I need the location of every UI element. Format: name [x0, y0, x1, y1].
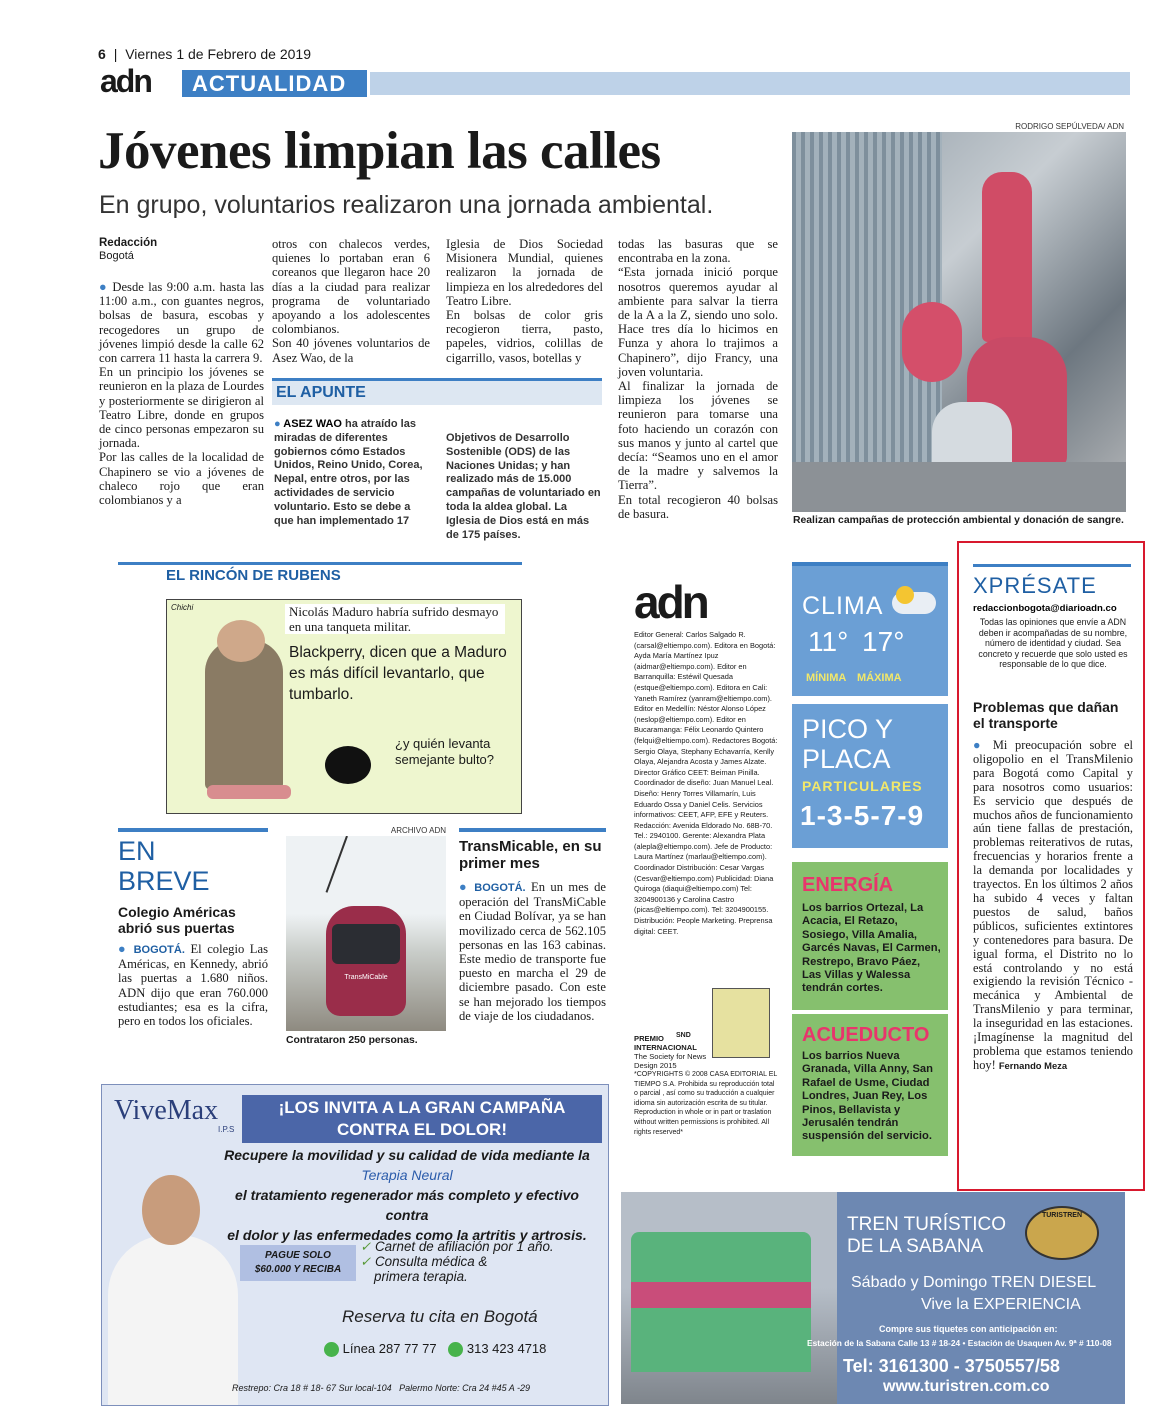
- story-column-4: todas las basuras que se encontraba en la zona. “Esta jornada inició porque nosotros queremos ayudar al ambiente para salvar la tierra de la A a la Z, siendo uno solo. Hace tres día lo hicimos en Funza y ahora lo trajimos a Chapinero”, dijo Francy, una joven voluntaria. Al finalizar la jornada de limpieza los jóvenes se reunieron para tomarse una foto haciendo un corazón con sus manos y junto al cartel que decía: “Seamos uno en el amor de la madre y salvemos la Tierra”. En total recogieron 40 bolsas de basura.: [618, 237, 778, 521]
- vivemax-line-1: Recupere la movilidad y su calidad de vida mediante la: [224, 1147, 590, 1163]
- clima-title: CLIMA: [802, 592, 884, 620]
- transmicable-story: [459, 828, 606, 1053]
- apunte-text-right: Objetivos de Desarrollo Sostenible (ODS) de las Naciones Unidas; y han realizado más de 15.000 campañas de voluntariado en toda la aldea global. La Iglesia de Dios está en más de 175 países.: [446, 432, 601, 541]
- en-breve-word-1: EN: [118, 836, 156, 866]
- clima-box: [792, 562, 948, 696]
- benefit-1-text: Carnet de afiliación por 1 año.: [374, 1239, 554, 1254]
- apunte-box: [272, 378, 602, 540]
- story-text-1: Desde las 9:00 a.m. hasta las 11:00 a.m., con guantes negros, bolsas de basura, escobas y recogedores un grupo de jóvenes limpió desde la calle 62 con carrera 11 hasta la carrera 9. En un principio los jóvenes se reunieron en la plaza de Lourdes y posteriormente se dirigieron al Teatro Libre, donde en grupos de cinco personas empezaron su jornada. Por las calles de la localidad de Chapinero se vio a jóvenes de chaleco rojo que eran colombianos y a: [99, 280, 264, 508]
- tren-web: www.turistren.com.co: [883, 1378, 1050, 1395]
- apunte-lead: ASEZ WAO: [283, 418, 342, 430]
- acueducto-text: Los barrios Nueva Granada, Villa Anny, San Rafael de Usme, Ciudad Londres, Juan Rey, Los Pinos, Bellavista y Jerusalén tendrán suspensión del servicio.: [802, 1050, 933, 1143]
- phone-icon: [324, 1342, 339, 1357]
- en-breve-headline: Colegio Américas abrió sus puertas: [118, 904, 236, 936]
- xpresate-email: redaccionbogota@diarioadn.co: [973, 603, 1117, 614]
- transmicable-body: ● BOGOTÁ. En un mes de operación del TransMiCable en Ciudad Bolívar, ya se han movilizado cerca de 562.105 personas en las 163 cabinas. Este medio de transporte fue puesto en marcha el 29 de diciembre pasado. Con este se han mejorado los tiempos de viaje de los ciudadanos.: [459, 880, 606, 1023]
- en-breve-body: ● BOGOTÁ. El colegio Las Américas, en Kennedy, abrió las puertas a 1.680 niños. ADN dijo que eran 760.000 estudiantes; esa es la cifra, pero en todos los oficiales.: [118, 942, 268, 1029]
- vivemax-headline-1: ¡LOS INVITA A LA GRAN CAMPAÑA: [278, 1098, 566, 1117]
- tren-line-3: Compre sus tiquetes con anticipación en:: [879, 1324, 1058, 1334]
- story-column-3: Iglesia de Dios Sociedad Misionera Mundial, quienes realizaron la jornada de limpieza en los alrededores del Teatro Libre. En bolsas de color gris recogieron tierra, pasto, papeles, vidrios, colillas de cigarrillo, vasos, botellas y: [446, 237, 603, 365]
- apunte-left: ● ASEZ WAO ha atraído las miradas de diferentes gobiernos cómo Estados Unidos, Reino Unido, Corea, Nepal, entre otros, por las actividades de servicio voluntario. Esto se debe a que han implementado 17: [274, 418, 423, 527]
- maduro-figure: [205, 640, 283, 790]
- transmicable-photo: [286, 836, 446, 1031]
- pico-subtitle: PARTICULARES: [802, 778, 923, 794]
- adn-logo: adn: [100, 63, 151, 99]
- pico-numbers: 1-3-5-7-9: [800, 800, 925, 831]
- price-badge: [240, 1245, 356, 1281]
- transmicable-text: En un mes de operación del TransMiCable en Ciudad Bolívar, ya se han movilizado cerca de 562.105 personas en las 163 cabinas. Este medio de transporte fue puesto en marcha el 29 de diciembre pasado. Con este se han mejorado los tiempos de viaje de los ciudadanos.: [459, 880, 606, 1023]
- xpresate-author: Fernando Meza: [998, 1059, 1068, 1071]
- photo-credit: RODRIGO SEPÚLVEDA/ ADN: [1015, 122, 1124, 131]
- volunteers-photo: [792, 132, 1126, 512]
- award-org: SND: [676, 1032, 691, 1039]
- vivemax-brand-sub: I.P.S: [218, 1125, 235, 1134]
- byline: Redacción: [99, 237, 158, 249]
- transmicable-headline: TransMicable, en su primer mes: [459, 838, 602, 872]
- benefit-3: primera terapia.: [374, 1269, 468, 1284]
- pico-title-1: PICO Y: [802, 714, 894, 744]
- photo-caption: Realizan campañas de protección ambiental y donación de sangre.: [793, 515, 1124, 526]
- xpresate-intro: Todas las opiniones que envíe a ADN deben ir acompañadas de su nombre, número de identidad y ciudad. Sea concreto y recuerde que solo usted es responsable de lo que dice.: [978, 617, 1128, 670]
- tren-line-1: Sábado y Domingo TREN DIESEL: [851, 1274, 1097, 1291]
- story-column-1: ● Desde las 9:00 a.m. hasta las 11:00 a.m., con guantes negros, bolsas de basura, escobas y recogedores un grupo de jóvenes limpió desde la calle 62 con carrera 11 hasta la carrera 9. En un principio los jóvenes se reunieron en la plaza de Lourdes y posteriormente se dirigieron al Teatro Libre, donde en grupos de cinco personas empezaron su jornada. Por las calles de la localidad de Chapinero se vio a jóvenes de chaleco rojo que eran colombianos y a: [99, 280, 264, 508]
- energia-box: [792, 862, 948, 1010]
- vivemax-phones: [324, 1341, 546, 1357]
- award-text: The Society for News Design 2015: [634, 1052, 707, 1070]
- cartoon-caption: Nicolás Maduro habría sufrido desmayo en una tanqueta militar.: [285, 604, 505, 634]
- award-title: PREMIO INTERNACIONAL: [634, 1034, 697, 1052]
- main-subhead: En grupo, voluntarios realizaron una jornada ambiental.: [99, 191, 714, 219]
- vivemax-ad: [101, 1084, 609, 1406]
- award-block: [634, 1034, 712, 1070]
- vivemax-copy: [212, 1145, 602, 1245]
- price-line-2: $60.000 Y RECIBA: [254, 1264, 342, 1275]
- xpresate-title: XPRÉSATE: [973, 573, 1097, 598]
- turistren-badge-text: TURISTREN: [1041, 1212, 1083, 1219]
- transmicable-lead: BOGOTÁ.: [474, 882, 526, 894]
- en-breve-title: [118, 836, 268, 896]
- benefit-2-text: Consulta médica &: [374, 1254, 488, 1269]
- cartoon-signature: Chichi: [171, 603, 194, 612]
- vivemax-line-3: el tratamiento regenerador más completo y efectivo contra: [235, 1187, 579, 1223]
- doctor-figure: [108, 1235, 238, 1406]
- clima-temps: [808, 626, 904, 658]
- byline-location: Bogotá: [99, 250, 134, 262]
- apunte-title: EL APUNTE: [272, 378, 602, 405]
- pico-title-2: PLACA: [802, 744, 891, 774]
- vivemax-phone: Línea 287 77 77: [342, 1341, 437, 1356]
- section-label: ACTUALIDAD: [182, 70, 367, 97]
- tren-phone: Tel: 3161300 - 3750557/58: [843, 1356, 1060, 1376]
- tren-title: [847, 1214, 1006, 1258]
- en-breve-box: [118, 828, 268, 1053]
- story-column-2: otros con chalecos verdes, quienes lo portaban eran 6 coreanos que llegaron hace 20 días a la ciudad para realizar programa de voluntariado apoyando a los adolescentes colombianos. Son 40 jóvenes voluntarios de Asez Wao, de la: [272, 237, 430, 365]
- clima-labels: [806, 672, 902, 684]
- energia-text: Los barrios Ortezal, La Acacia, El Retazo, Sosiego, Villa Amalia, Garcés Navas, El Carmen, Restrepo, Bravo Páez, Las Villas y Walessa tendrán cortes.: [802, 902, 941, 995]
- tren-title-2: DE LA SABANA: [847, 1236, 984, 1257]
- masthead-staff: Editor General: Carlos Salgado R. (carsal@eltiempo.com). Editora en Bogotá: Ayda María Martínez Ipuz (aidmar@eltiempo.com). Editor en Barranquilla: Estéwil Quesada (estque@eltiempo.com). Editora en Cali: Yaneth Ramírez (yanram@eltiempo.com). Editor en Medellín: Néstor Alonso López (neslop@eltiempo.com). Editor en Bucaramanga: Félix Leonardo Quintero (felqui@eltiempo.com). Redactores Bogotá: Sergio Olaya, Stephany Echavarría, Kenlly Olaya, Alejandra Acosta y James Alzate. Director Gráfico CEET: Beiman Pinilla. Coordinador de diseño: Juan Manuel Leal. Diseño: Henry Torres Villamarín, Luis Eduardo Ossa y Daniel Celis. Servicios informativos: CEET, AFP, EFE y Reuters. Redacción: Avenida Eldorado No. 68B-70. Tel.: 2940100. Gerente: Alexandra Plata (alepla@eltiempo.com). Jefe de Producto: Laura Martínez (marlau@eltiempo.com). Coordinador Distribución: Cesar Vargas (Cesvar@eltiempo.com) Publicidad: Diana Quiroga (diaqui@eltiempo.com) Tel: 3204900136 y Carolina Castro (picas@eltiempo.com). Tel: 3204900155. Distribución: People Marketing. Preprensa digital: CEET.: [634, 630, 778, 936]
- acueducto-box: [792, 1014, 948, 1156]
- cable-caption: Contrataron 250 personas.: [286, 1035, 418, 1046]
- xpresate-letter: ● Mi preocupación sobre el oligopolio en el TransMilenio para Bogotá como Capital y para nosotros como usuarios: Es servicio que después de muchos años de funcionamiento aún tiene fallas de prestación, problemas reiterativos de rutas, frecuencias y horarios frente a la demanda por localidades y trayectos. En los últimos 2 años ha subido 4 veces y faltan puestos de salud, baños públicos, suficientes extintores y contenedores para basura. De igual forma, el Distrito no lo está controlando y no está exigiendo la revisión Técnico - mecánica y Ambiental de TransMilenio y para terminar, la inseguridad en las estaciones. ¡Imagínense la magnitud del problema que estamos teniendo hoy! Fernando Meza: [973, 738, 1134, 1072]
- xpresate-box: [957, 541, 1145, 1191]
- xpresate-text: Mi preocupación sobre el oligopolio en el TransMilenio para Bogotá como Capital y para nosotros como usuarios: Es servicio que después de muchos años de funcionamiento aún tiene fallas de prestación, problemas reiterativos de rutas, frecuencias y horarios frente a la demanda por localidades y trayectos. En los últimos 2 años ha subido 4 veces y faltan puestos de salud, baños públicos, suficientes extintores y contenedores para basura. De igual forma, el Distrito no lo está controlando y no está exigiendo la revisión Técnico - mecánica y Ambiental de TransMilenio y para terminar, la inseguridad en las estaciones. ¡Imagínense la magnitud del problema que estamos teniendo hoy!: [973, 738, 1134, 1072]
- award-badge: [712, 988, 770, 1058]
- cartoon-bubble-1: Blackperry, dicen que a Maduro es más difícil levantarlo, que tumbarlo.: [289, 644, 507, 703]
- pico-box: [792, 704, 948, 848]
- main-headline: Jóvenes limpian las calles: [98, 122, 661, 180]
- whatsapp-icon: [448, 1342, 463, 1357]
- masthead-logo: adn: [634, 576, 707, 628]
- benefit-2: ✓ Consulta médica &: [360, 1254, 488, 1269]
- vivemax-headline-2: CONTRA EL DOLOR!: [337, 1120, 507, 1139]
- max-temp: 17°: [862, 626, 905, 657]
- apunte-text-left: ha atraído las miradas de diferentes gobiernos cómo Estados Unidos, Reino Unido, Corea, Nepal, entre otros, por las actividades de servicio voluntario. Esto se debe a que han implementado 17: [274, 418, 423, 527]
- en-breve-lead: BOGOTÁ.: [133, 944, 185, 956]
- rincon-title: EL RINCÓN DE RUBENS: [118, 562, 522, 586]
- section-bar: [100, 63, 1132, 99]
- benefit-1: ✓ Carnet de afiliación por 1 año.: [360, 1239, 554, 1254]
- en-breve-text: El colegio Las Américas, en Kennedy, abrió las puertas a 1.680 niños. ADN dijo que eran 760.000 estudiantes; esa es la cifra, pero en todos los oficiales.: [118, 942, 268, 1029]
- tren-ad: [621, 1192, 1125, 1404]
- vivemax-cta: Reserva tu cita en Bogotá: [342, 1307, 538, 1326]
- acueducto-title: ACUEDUCTO: [802, 1024, 930, 1046]
- dog-figure: [325, 746, 371, 784]
- vivemax-address: Restrepo: Cra 18 # 18- 67 Sur local-104 Palermo Norte: Cra 24 #45 A -29: [232, 1383, 530, 1393]
- train-photo: [621, 1192, 837, 1404]
- masthead-copyright: *COPYRIGHTS © 2008 CASA EDITORIAL EL TIEMPO S.A. Prohibida su reproducción total o parcial , así como su traducción a cualquier idioma sin autorización escrita de su titular. Reproduction in whole or in part or traslation without written permissions is prohibited. All rights reserved*: [634, 1071, 778, 1136]
- en-breve-word-2: BREVE: [118, 866, 210, 896]
- issue-date: Viernes 1 de Febrero de 2019: [125, 46, 311, 62]
- cartoon-bubble-2: ¿y quién levanta semejante bulto?: [395, 736, 495, 767]
- max-label: MÁXIMA: [856, 672, 902, 684]
- xpresate-headline: Problemas que dañan el transporte: [973, 699, 1119, 731]
- pico-title: [802, 714, 893, 774]
- vivemax-line-4: el dolor y las enfermedades como la artritis y artrosis.: [227, 1227, 587, 1243]
- min-temp: 11°: [808, 626, 849, 657]
- vivemax-headline: [242, 1095, 602, 1143]
- page-header: 6 | Viernes 1 de Febrero de 2019: [98, 46, 311, 62]
- benefits: [360, 1239, 600, 1284]
- energia-title: ENERGÍA: [802, 874, 894, 896]
- tren-title-1: TREN TURÍSTICO: [847, 1214, 1007, 1235]
- min-label: MÍNIMA: [806, 672, 846, 684]
- cable-credit: ARCHIVO ADN: [390, 826, 446, 835]
- vivemax-brand: ViveMax: [114, 1095, 219, 1126]
- page-number: 6: [98, 46, 106, 62]
- vivemax-whatsapp: 313 423 4718: [466, 1341, 547, 1356]
- cartoon-panel: [166, 599, 522, 814]
- tren-line-2: Vive la EXPERIENCIA: [921, 1296, 1081, 1313]
- vivemax-line-2: Terapia Neural: [361, 1167, 453, 1183]
- tren-line-4: Estación de la Sabana Calle 13 # 18-24 • Estación de Usaquen Av. 9ª # 110-08: [807, 1338, 1112, 1348]
- price-line-1: PAGUE SOLO: [265, 1250, 331, 1261]
- rincon-box: [118, 562, 522, 824]
- cabin-label: TransMiCable: [344, 974, 388, 981]
